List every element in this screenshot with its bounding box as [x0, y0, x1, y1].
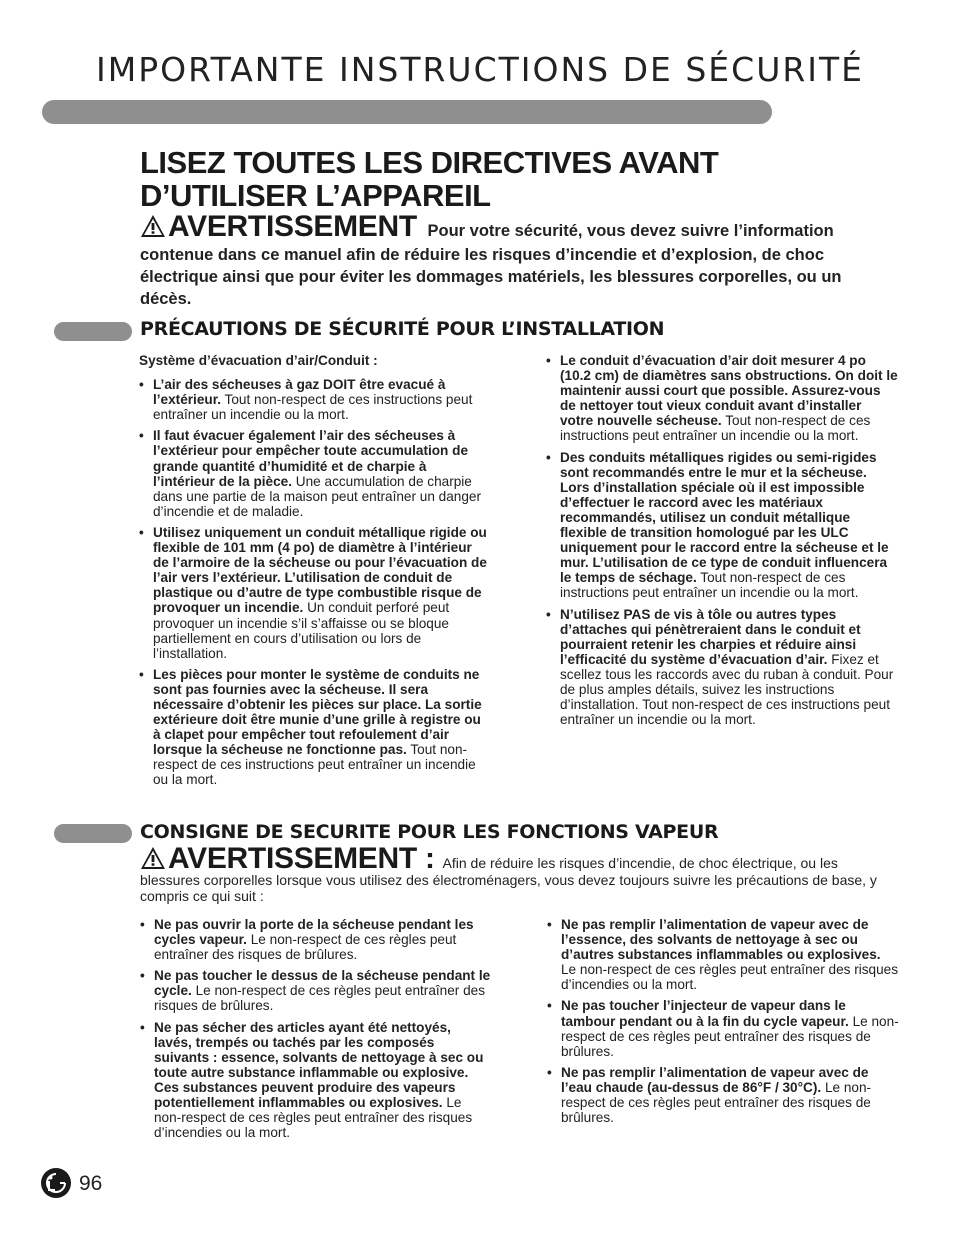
bullet-bold-text: Ne pas toucher l’injecteur de vapeur dans le tambour pendant ou à la fin du cycle vapeur. — [561, 998, 849, 1029]
bullet-item — [547, 917, 899, 992]
bullet-normal-text: Tout non-respect de ces instructions peut entraîner un incendie ou la mort. — [560, 570, 859, 601]
warning-text: Pour votre sécurité, vous devez suivre l’information contenue dans ce manuel afin de réduire les risques d’incendie et d’explosion, de choc électrique ainsi que pour éviter les dommages matériels, les blessures corporelles, ou un décès. — [140, 222, 842, 308]
section-pill-installation — [54, 322, 132, 341]
steam-warning-word: AVERTISSEMENT : — [168, 842, 435, 875]
lg-logo-icon — [40, 1167, 72, 1204]
subhead-ventilation: Système d’évacuation d’air/Conduit : — [139, 353, 378, 368]
bullet-item — [546, 450, 898, 601]
bullet-item — [139, 667, 491, 788]
bullet-normal-text: Tout non-respect de ces instructions peut entraîner un incendie ou la mort. — [153, 392, 473, 423]
page-header-title: IMPORTANTE INSTRUCTIONS DE SÉCURITÉ — [96, 50, 865, 89]
main-heading — [140, 146, 840, 212]
bullet-bold-text: Il faut évacuer également l’air des sécheuses à l’extérieur pour empêcher toute accumulation de grande quantité d’humidité et de charpie à l’intérieur de la pièce. — [153, 428, 468, 489]
bullet-bold-text: N’utilisez PAS de vis à tôle ou autres types d’attaches qui pénètreraient dans le conduit et pourraient retenir les charpies et réduire ainsi l’efficacité du système d’évacuation d’air. — [560, 606, 861, 667]
bullet-normal-text: Le non-respect de ces règles peut entraîner des risques de brûlures. — [561, 1013, 899, 1059]
bullet-item — [546, 607, 898, 728]
bullet-item — [140, 968, 492, 1013]
steam-warning-text: Afin de réduire les risques d’incendie, de choc électrique, ou les blessures corporelles lorsque vous utilisez des électroménagers, vous devez toujours suivre les précautions de base, y compris ce qui suit : — [140, 855, 877, 904]
bullet-normal-text: Le non-respect de ces règles peut entraîner des risques d’incendies ou la mort. — [154, 1095, 473, 1141]
steam-left-list — [140, 917, 492, 1140]
bullet-bold-text: Des conduits métalliques rigides ou semi-rigides sont recommandés entre le mur et la sécheuse. Lors d’installation spéciale où il est impossible d’effectuer le raccord avec les matériaux recommandés, utilisez un conduit métallique flexible de transition homologué par les ULC uniquement pour le raccord entre la sécheuse et le mur. L’utilisation de ce type de conduit influencera le temps de séchage. — [560, 449, 889, 586]
bullet-item — [139, 525, 491, 661]
bullet-normal-text: Le non-respect de ces règles peut entraîner des risques de brûlures. — [561, 1079, 872, 1126]
bullet-item — [139, 377, 491, 422]
bullet-item — [140, 917, 492, 962]
steam-left-column — [140, 917, 492, 1146]
steam-right-list — [547, 917, 899, 1125]
bullet-item — [547, 998, 899, 1058]
bullet-bold-text: Ne pas ouvrir la porte de la sécheuse pendant les cycles vapeur. — [154, 917, 474, 948]
bullet-bold-text: Les pièces pour monter le système de conduits ne sont pas fournies avec la sécheuse. Il sera nécessaire d’obtenir les pièces sur place. La sortie extérieure doit être munie d’une grille à registre ou à clapet pour empêcher tout refoulement d’air lorsque la sécheuse ne fonctionne pas. — [153, 666, 482, 758]
bullet-item — [139, 428, 491, 519]
bullet-bold-text: Ne pas sécher des articles ayant été nettoyés, lavés, trempés ou tachés par les composés suivants : essence, solvants de nettoyage à sec ou toute autre substance inflammable ou explosive. Ces substances peuvent produire des vapeurs potentiellement inflammables ou explosives. — [154, 1019, 484, 1111]
section-pill-steam — [54, 824, 132, 843]
installation-right-list — [546, 353, 898, 727]
bullet-normal-text: Tout non-respect de ces instructions peut entraîner un incendie ou la mort. — [153, 742, 476, 788]
main-heading-line1: LISEZ TOUTES LES DIRECTIVES AVANT — [140, 145, 719, 180]
main-heading-line2: D’UTILISER L’APPAREIL — [140, 178, 491, 213]
warning-word: AVERTISSEMENT — [168, 210, 417, 243]
bullet-item — [140, 1020, 492, 1141]
warning-triangle-icon — [140, 214, 166, 244]
header-bar — [42, 100, 772, 124]
warning-block — [140, 210, 860, 310]
bullet-bold-text: Utilisez uniquement un conduit métallique rigide ou flexible de 101 mm (4 po) de diamètre à l’intérieur de l’armoire de la sécheuse ou pour l’évacuation de l’air vers l’extérieur. L’utilisation de conduit de plastique ou d’autre de type combustible risque de provoquer un incendie. — [153, 524, 487, 616]
bullet-item — [547, 1065, 899, 1125]
bullet-normal-text: Le non-respect de ces règles peut entraîner des risques de brûlures. — [154, 932, 457, 963]
bullet-normal-text: Tout non-respect de ces instructions peut entraîner un incendie ou la mort. — [560, 413, 871, 444]
steam-warning-block — [140, 842, 880, 904]
page-number: 96 — [79, 1172, 103, 1195]
bullet-normal-text: Un conduit perforé peut provoquer un incendie s’il s’affaisse ou se bloque partiellement en cours d’utilisation ou lors de l’installation. — [153, 600, 450, 661]
bullet-bold-text: Ne pas remplir l’alimentation de vapeur avec de l’eau chaude (au-dessus de 86°F / 30°C). — [561, 1064, 869, 1095]
warning-triangle-icon — [140, 846, 166, 873]
bullet-bold-text: Le conduit d’évacuation d’air doit mesurer 4 po (10.2 cm) de diamètres sans obstructions. On doit le maintenir aussi court que possible. Assurez-vous de nettoyer tout vieux conduit avant d’installer votre nouvelle sécheuse. — [560, 353, 898, 429]
installation-left-list — [139, 377, 491, 787]
installation-right-column — [546, 353, 898, 733]
section-title-installation: PRÉCAUTIONS DE SÉCURITÉ POUR L’INSTALLATION — [140, 318, 665, 340]
section-title-steam: CONSIGNE DE SECURITE POUR LES FONCTIONS VAPEUR — [140, 821, 719, 843]
steam-right-column — [547, 917, 899, 1131]
installation-left-column — [139, 353, 491, 794]
bullet-bold-text: Ne pas remplir l’alimentation de vapeur avec de l’essence, des solvants de nettoyage à sec ou d’autres substances inflammables ou explosives. — [561, 917, 881, 963]
bullet-normal-text: Le non-respect de ces règles peut entraîner des risques de brûlures. — [154, 983, 485, 1014]
bullet-item — [546, 353, 898, 444]
bullet-bold-text: Ne pas toucher le dessus de la sécheuse pendant le cycle. — [154, 968, 491, 999]
bullet-normal-text: Le non-respect de ces règles peut entraîner des risques d’incendies ou la mort. — [561, 962, 899, 993]
bullet-normal-text: Une accumulation de charpie dans une partie de la maison peut entraîner un danger d’incendie et de maladie. — [153, 473, 481, 519]
bullet-normal-text: Fixez et scellez tous les raccords avec du ruban à conduit. Pour de plus amples détails, suivez les instructions d’installation. Tout non-respect de ces instructions peut entraîner un incendie ou la mort. — [560, 651, 894, 728]
bullet-bold-text: L’air des sécheuses à gaz DOIT être evacué à l’extérieur. — [153, 377, 446, 408]
